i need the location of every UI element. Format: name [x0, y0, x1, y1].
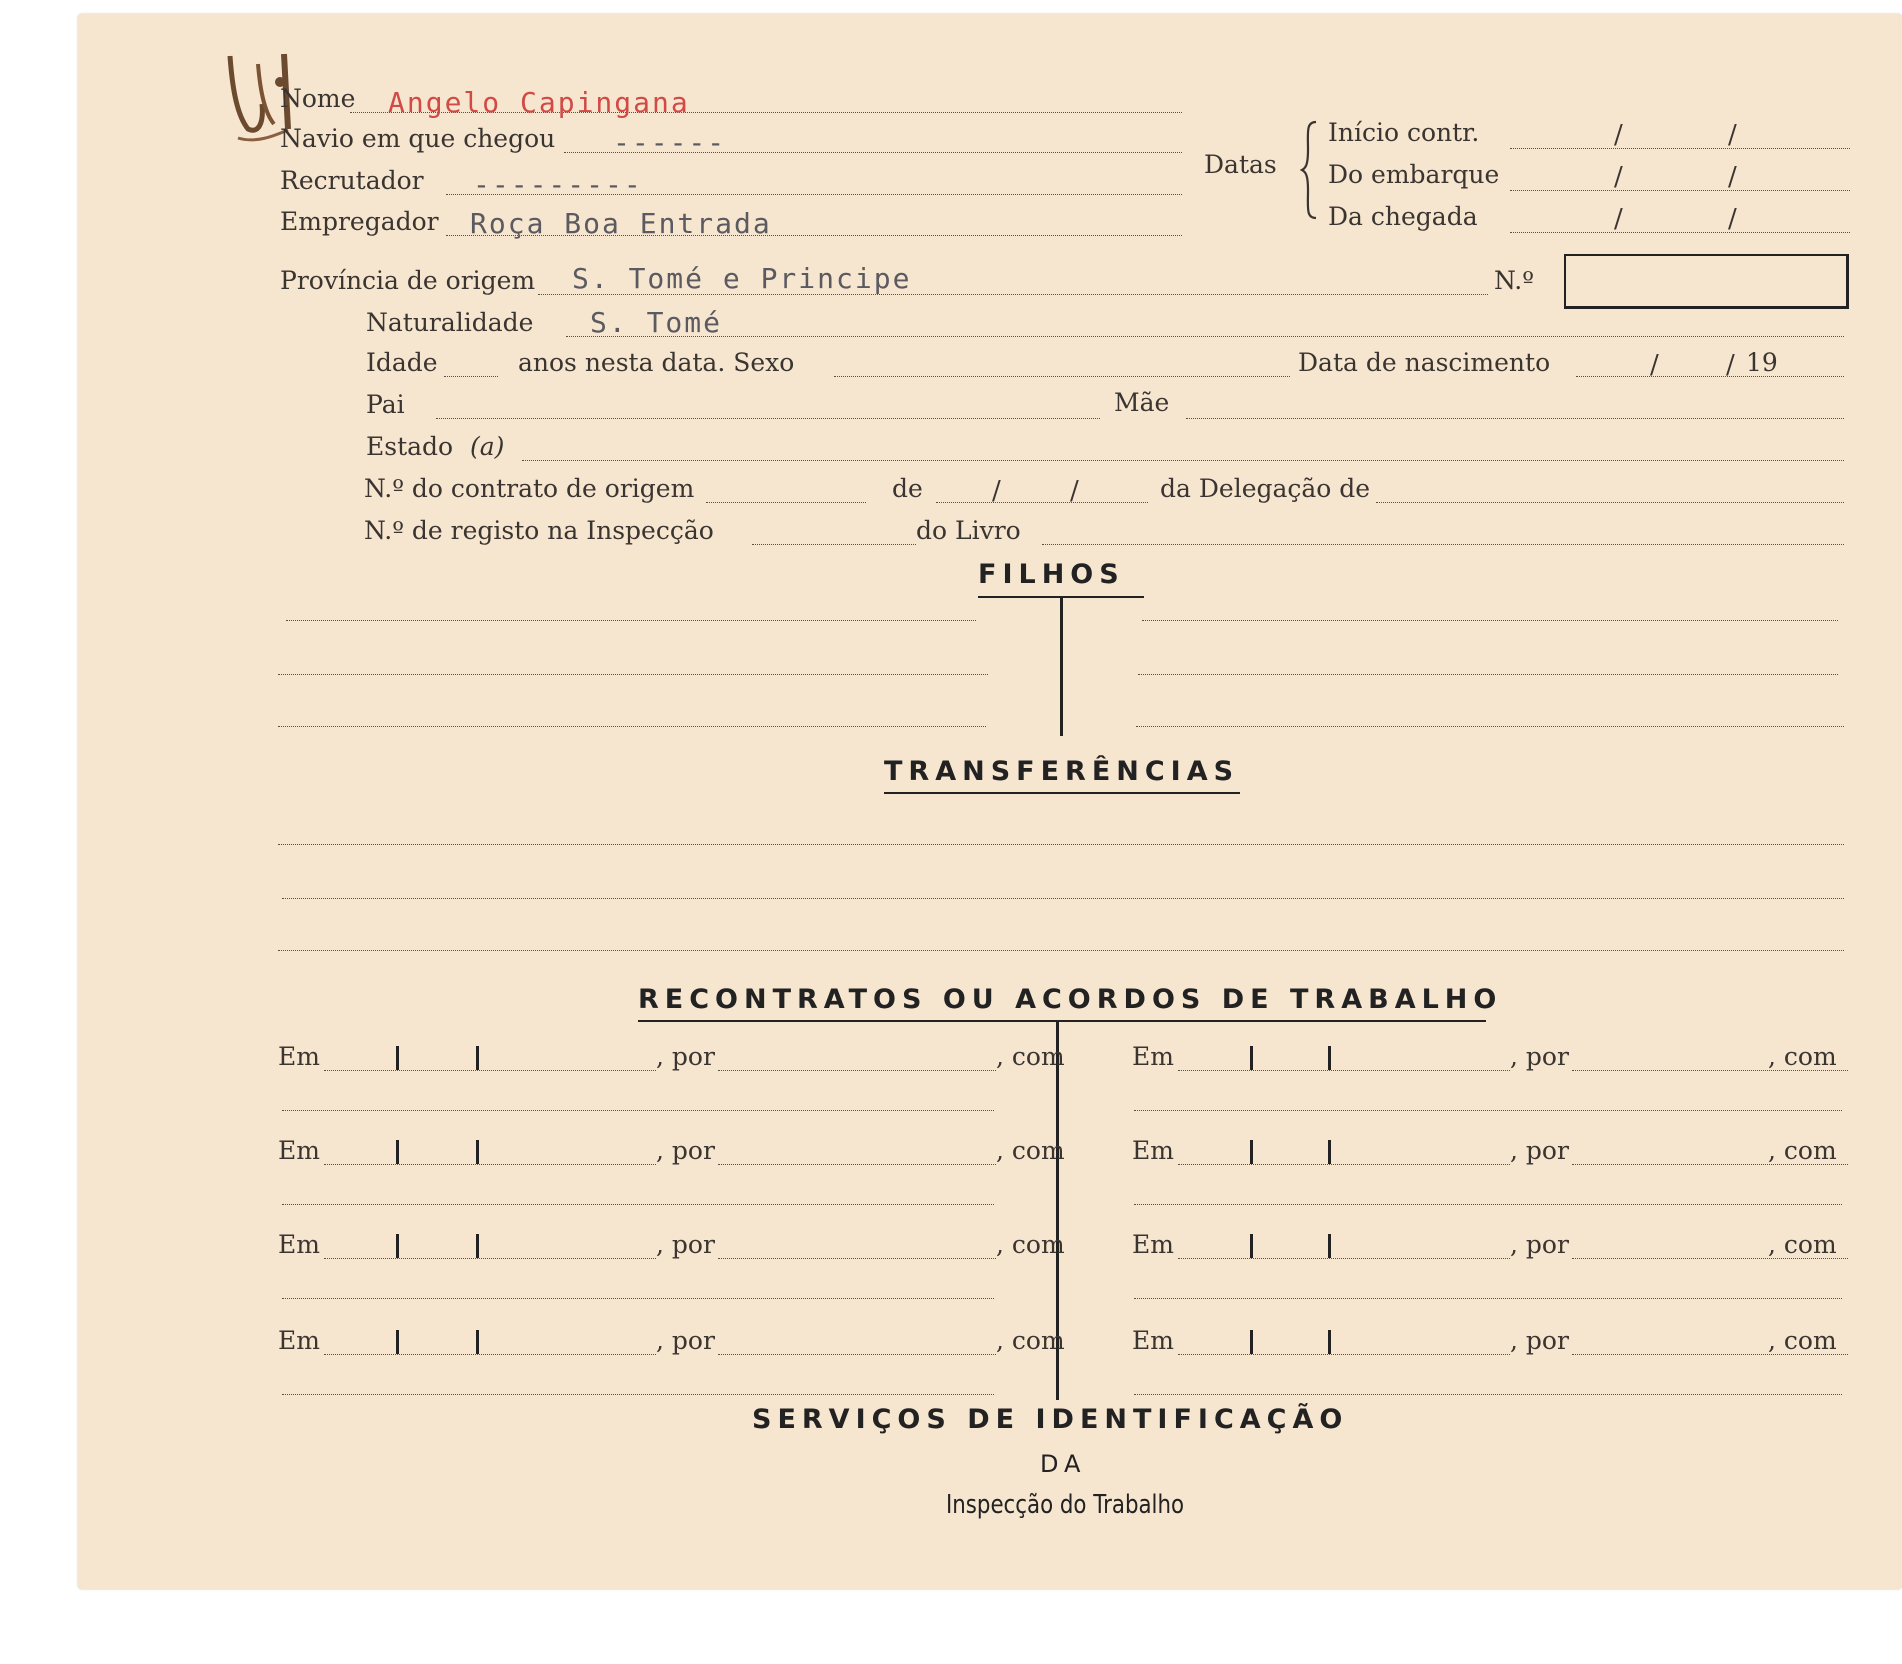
pai-label: Pai — [366, 390, 405, 419]
filhos-line — [278, 726, 986, 727]
com-line — [1134, 1110, 1842, 1111]
navio-value: ------ — [613, 126, 727, 159]
date-tick — [476, 1140, 479, 1164]
contrato-date-line — [936, 502, 1148, 503]
recrutador-value: --------- — [473, 168, 643, 201]
date-tick — [1250, 1046, 1253, 1070]
com-label: , com — [996, 1042, 1065, 1071]
em-label: Em — [278, 1042, 320, 1071]
em-label: Em — [278, 1136, 320, 1165]
em-line — [324, 1258, 656, 1259]
date-slash: / — [1728, 204, 1737, 234]
por-label: , por — [656, 1136, 715, 1165]
idade-line — [444, 376, 498, 377]
filhos-line — [1142, 620, 1838, 621]
delegacao-line — [1376, 502, 1844, 503]
idade-label: Idade — [366, 348, 438, 377]
empregador-value: Roça Boa Entrada — [470, 207, 772, 240]
com-label: , com — [1768, 1230, 1837, 1259]
date-slash: / — [1728, 120, 1737, 150]
anos-sexo-label: anos nesta data. Sexo — [518, 348, 795, 377]
em-line — [324, 1164, 656, 1165]
date-tick — [476, 1046, 479, 1070]
date-slash: / — [992, 476, 1001, 506]
filhos-heading: FILHOS — [978, 559, 1125, 590]
registo-label: N.º de registo na Inspecção — [364, 516, 714, 545]
date-slash: / — [1614, 120, 1623, 150]
em-label: Em — [1132, 1136, 1174, 1165]
date-tick — [396, 1046, 399, 1070]
date-slash: / — [1650, 350, 1659, 380]
por-line — [718, 1164, 996, 1165]
estado-line — [522, 460, 1844, 461]
transferencias-line — [282, 898, 1844, 899]
date-tick — [1250, 1140, 1253, 1164]
transferencias-heading: TRANSFERÊNCIAS — [884, 756, 1240, 787]
de-label: de — [892, 474, 923, 503]
date-tick — [396, 1140, 399, 1164]
date-tick — [476, 1330, 479, 1354]
transferencias-line — [278, 844, 1844, 845]
nome-label: Nome — [280, 84, 356, 113]
contrato-line — [706, 502, 866, 503]
livro-label: do Livro — [916, 516, 1021, 545]
nascimento-year: 19 — [1746, 348, 1778, 377]
navio-label: Navio em que chegou — [280, 124, 556, 153]
por-label: , por — [1510, 1230, 1569, 1259]
filhos-line — [286, 620, 976, 621]
estado-label: Estado — [366, 432, 454, 461]
naturalidade-value: S. Tomé — [590, 306, 723, 339]
numero-label: N.º — [1494, 266, 1534, 295]
footer-line3: Inspecção do Trabalho — [946, 1490, 1185, 1520]
date-tick — [476, 1234, 479, 1258]
embarque-line — [1510, 190, 1850, 191]
com-label: , com — [1768, 1042, 1837, 1071]
datas-label: Datas — [1204, 150, 1277, 179]
por-label: , por — [656, 1326, 715, 1355]
date-slash: / — [1070, 476, 1079, 506]
em-label: Em — [278, 1230, 320, 1259]
footer-line2: DA — [1040, 1450, 1087, 1478]
com-label: , com — [996, 1326, 1065, 1355]
datas-brace — [1300, 120, 1320, 220]
date-tick — [1328, 1234, 1331, 1258]
date-tick — [1250, 1330, 1253, 1354]
em-label: Em — [1132, 1326, 1174, 1355]
livro-line — [1042, 544, 1844, 545]
filhos-line — [1136, 726, 1844, 727]
transferencias-underline — [884, 792, 1240, 794]
naturalidade-label: Naturalidade — [366, 308, 534, 337]
date-slash: / — [1728, 162, 1737, 192]
transferencias-line — [278, 950, 1844, 951]
contrato-label: N.º do contrato de origem — [364, 474, 695, 503]
chegada-line — [1510, 232, 1850, 233]
naturalidade-line — [566, 336, 1844, 337]
em-line — [1178, 1258, 1510, 1259]
com-label: , com — [996, 1136, 1065, 1165]
embarque-label: Do embarque — [1328, 160, 1500, 189]
mae-line — [1186, 418, 1844, 419]
em-label: Em — [278, 1326, 320, 1355]
filhos-line — [278, 674, 988, 675]
footer-line1: SERVIÇOS DE IDENTIFICAÇÃO — [752, 1404, 1349, 1435]
em-line — [1178, 1164, 1510, 1165]
por-line — [718, 1354, 996, 1355]
date-tick — [396, 1330, 399, 1354]
por-label: , por — [1510, 1042, 1569, 1071]
por-label: , por — [1510, 1136, 1569, 1165]
filhos-line — [1138, 674, 1838, 675]
com-line — [282, 1204, 994, 1205]
por-label: , por — [656, 1230, 715, 1259]
date-tick — [1328, 1140, 1331, 1164]
com-line — [1134, 1298, 1842, 1299]
provincia-value: S. Tomé e Principe — [572, 262, 912, 295]
com-label: , com — [1768, 1326, 1837, 1355]
chegada-label: Da chegada — [1328, 202, 1478, 231]
inicio-label: Início contr. — [1328, 118, 1480, 147]
date-tick — [1328, 1046, 1331, 1070]
em-label: Em — [1132, 1230, 1174, 1259]
pai-line — [436, 418, 1100, 419]
com-line — [1134, 1394, 1842, 1395]
por-label: , por — [656, 1042, 715, 1071]
em-line — [1178, 1070, 1510, 1071]
por-label: , por — [1510, 1326, 1569, 1355]
empregador-label: Empregador — [280, 207, 439, 236]
em-line — [324, 1354, 656, 1355]
em-line — [324, 1070, 656, 1071]
mae-label: Mãe — [1114, 388, 1170, 417]
recontratos-underline — [638, 1020, 1486, 1022]
estado-note: (a) — [470, 432, 505, 461]
com-line — [282, 1298, 994, 1299]
com-label: , com — [996, 1230, 1065, 1259]
record-card — [78, 14, 1902, 1589]
date-slash: / — [1726, 350, 1735, 380]
com-label: , com — [1768, 1136, 1837, 1165]
registo-line — [752, 544, 916, 545]
em-line — [1178, 1354, 1510, 1355]
delegacao-label: da Delegação de — [1160, 474, 1371, 503]
com-line — [282, 1110, 994, 1111]
nascimento-label: Data de nascimento — [1298, 348, 1551, 377]
inicio-line — [1510, 148, 1850, 149]
date-tick — [396, 1234, 399, 1258]
com-line — [1134, 1204, 1842, 1205]
nascimento-line — [1576, 376, 1844, 377]
filhos-divider — [1060, 598, 1063, 736]
por-line — [718, 1070, 996, 1071]
provincia-label: Província de origem — [280, 266, 536, 295]
date-tick — [1328, 1330, 1331, 1354]
recrutador-label: Recrutador — [280, 166, 424, 195]
date-tick — [1250, 1234, 1253, 1258]
com-line — [282, 1394, 994, 1395]
por-line — [718, 1258, 996, 1259]
nome-value: Angelo Capingana — [388, 86, 690, 119]
numero-box — [1564, 254, 1849, 309]
date-slash: / — [1614, 162, 1623, 192]
sexo-line — [834, 376, 1290, 377]
em-label: Em — [1132, 1042, 1174, 1071]
recontratos-heading: RECONTRATOS OU ACORDOS DE TRABALHO — [638, 984, 1503, 1015]
date-slash: / — [1614, 204, 1623, 234]
